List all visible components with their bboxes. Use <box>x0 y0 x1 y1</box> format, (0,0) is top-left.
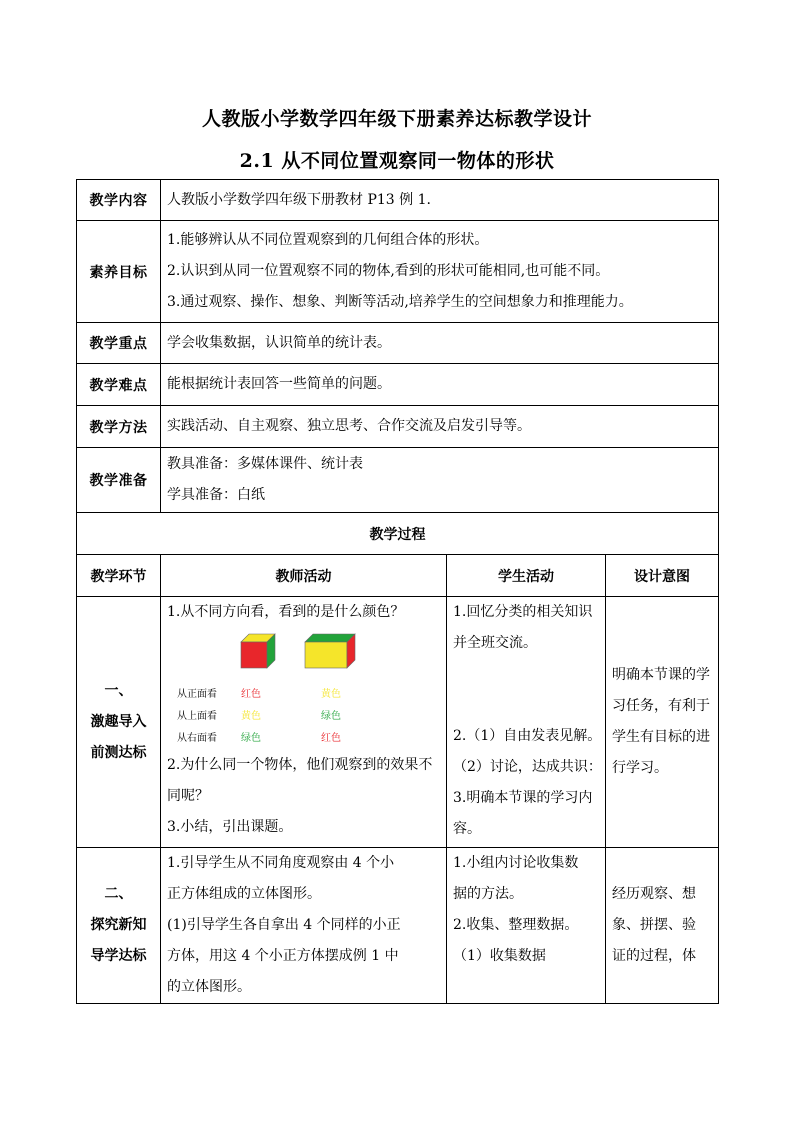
value-teaching-content: 人教版小学数学四年级下册教材 P13 例 1. <box>161 180 719 221</box>
cube-front-face <box>241 642 267 668</box>
process-title: 教学过程 <box>77 513 719 555</box>
stage-1-teacher <box>161 597 447 848</box>
cuboid-front-face <box>305 642 347 668</box>
label-difficulties: 教学难点 <box>77 364 161 406</box>
cube-color-front: 红色 <box>241 689 261 700</box>
intent-line: 经历观察、想 <box>612 886 696 902</box>
lesson-plan-table <box>76 179 719 1004</box>
stage-2-teacher <box>161 848 447 1004</box>
intent-line: 行学习。 <box>612 760 668 776</box>
stage-2-intent <box>606 848 719 1004</box>
row-process-headers <box>77 555 719 597</box>
stage-2-student <box>447 848 606 1004</box>
value-difficulties: 能根据统计表回答一些简单的问题。 <box>161 364 719 406</box>
teacher-line: 正方体组成的立体图形。 <box>167 886 321 902</box>
value-key-points: 学会收集数据，认识简单的统计表。 <box>161 323 719 364</box>
intent-line: 学生有目标的进 <box>612 729 710 745</box>
row-stage-2 <box>77 848 719 1004</box>
prep-line: 教具准备：多媒体课件、统计表 <box>167 456 363 472</box>
teacher-line: 方体，用这 4 个小正方体摆成例 1 中 <box>167 948 399 964</box>
student-line: （2）讨论，达成共识： <box>453 759 602 775</box>
row-key-points <box>77 323 719 364</box>
stage-1-number: 一、 <box>104 682 133 699</box>
student-line: 1.回忆分类的相关知识 <box>453 604 593 620</box>
student-line: 1.小组内讨论收集数 <box>453 855 579 871</box>
student-line <box>453 659 599 690</box>
view-label-front: 从正面看 <box>177 689 217 700</box>
header-intent: 设计意图 <box>606 555 719 597</box>
student-line: 并全班交流。 <box>453 635 537 651</box>
stage-1-student <box>447 597 606 848</box>
cube-color-right: 绿色 <box>241 733 261 744</box>
stage-2-line: 探究新知 <box>90 917 147 933</box>
student-line: 据的方法。 <box>453 886 523 902</box>
stage-2-number: 二、 <box>104 886 133 902</box>
goal-line: 2.认识到从同一位置观察不同的物体,看到的形状可能相同,也可能不同。 <box>167 263 610 279</box>
header-student: 学生活动 <box>447 555 606 597</box>
view-label-right: 从右面看 <box>177 733 217 744</box>
student-line: （1）收集数据 <box>453 948 546 964</box>
student-line <box>453 690 599 721</box>
teacher-line: 的立体图形。 <box>167 979 251 995</box>
label-key-points: 教学重点 <box>77 323 161 364</box>
goal-line: 3.通过观察、操作、想象、判断等活动,培养学生的空间想象力和推理能力。 <box>167 294 633 310</box>
cuboid-color-front: 黄色 <box>321 689 341 700</box>
intent-line: 明确本节课的学 <box>612 667 710 683</box>
stage-2-name <box>77 848 161 1004</box>
stage-1-line: 激趣导入 <box>90 713 147 730</box>
stage-1-name <box>77 597 161 848</box>
teacher-q3: 3.小结，引出课题。 <box>167 819 293 835</box>
label-method: 教学方法 <box>77 406 161 448</box>
cuboid-color-right: 红色 <box>321 733 341 744</box>
prep-line: 学具准备：白纸 <box>167 487 265 503</box>
label-teaching-content: 教学内容 <box>77 180 161 221</box>
row-preparation <box>77 448 719 513</box>
stage-2-line: 导学达标 <box>90 948 147 964</box>
teacher-q2: 2.为什么同一个物体，他们观察到的效果不 <box>167 757 433 773</box>
goal-line: 1.能够辨认从不同位置观察到的几何组合体的形状。 <box>167 232 489 248</box>
row-stage-1 <box>77 597 719 848</box>
row-goals <box>77 221 719 323</box>
cuboid-top-face <box>305 634 355 642</box>
intent-line: 象、拼摆、验 <box>612 917 696 933</box>
label-preparation: 教学准备 <box>77 448 161 513</box>
color-observation-figure <box>167 628 440 750</box>
teacher-line: 1.引导学生从不同角度观察由 4 个小 <box>167 855 395 871</box>
row-teaching-content <box>77 180 719 221</box>
value-preparation <box>161 448 719 513</box>
view-label-top: 从上面看 <box>177 711 217 722</box>
stage-1-intent <box>606 597 719 848</box>
teacher-q2-cont: 同呢？ <box>167 788 209 804</box>
stage-1-line: 前测达标 <box>90 744 147 761</box>
student-line: 3.明确本节课的学习内 <box>453 790 593 806</box>
row-method <box>77 406 719 448</box>
row-process-title <box>77 513 719 555</box>
intent-line: 习任务，有利于 <box>612 698 710 714</box>
value-method: 实践活动、自主观察、独立思考、合作交流及启发引导等。 <box>161 406 719 448</box>
row-difficulties <box>77 364 719 406</box>
document-title: 人教版小学数学四年级下册素养达标教学设计 <box>201 108 592 130</box>
header-stage: 教学环节 <box>77 555 161 597</box>
value-goals <box>161 221 719 323</box>
teacher-line: (1)引导学生各自拿出 4 个同样的小正 <box>167 917 401 933</box>
label-goals: 素养目标 <box>77 221 161 323</box>
student-line: 2.收集、整理数据。 <box>453 917 579 933</box>
cuboid-color-top: 绿色 <box>321 711 341 722</box>
block-illustration <box>231 628 431 684</box>
intent-line: 证的过程，体 <box>612 948 696 964</box>
student-line: 容。 <box>453 821 481 837</box>
cube-color-top: 黄色 <box>241 711 261 722</box>
teacher-q1: 1.从不同方向看，看到的是什么颜色？ <box>167 604 405 620</box>
lesson-title: 2.1 从不同位置观察同一物体的形状 <box>239 150 555 172</box>
header-teacher: 教师活动 <box>161 555 447 597</box>
student-line: 2.（1）自由发表见解。 <box>453 728 602 744</box>
